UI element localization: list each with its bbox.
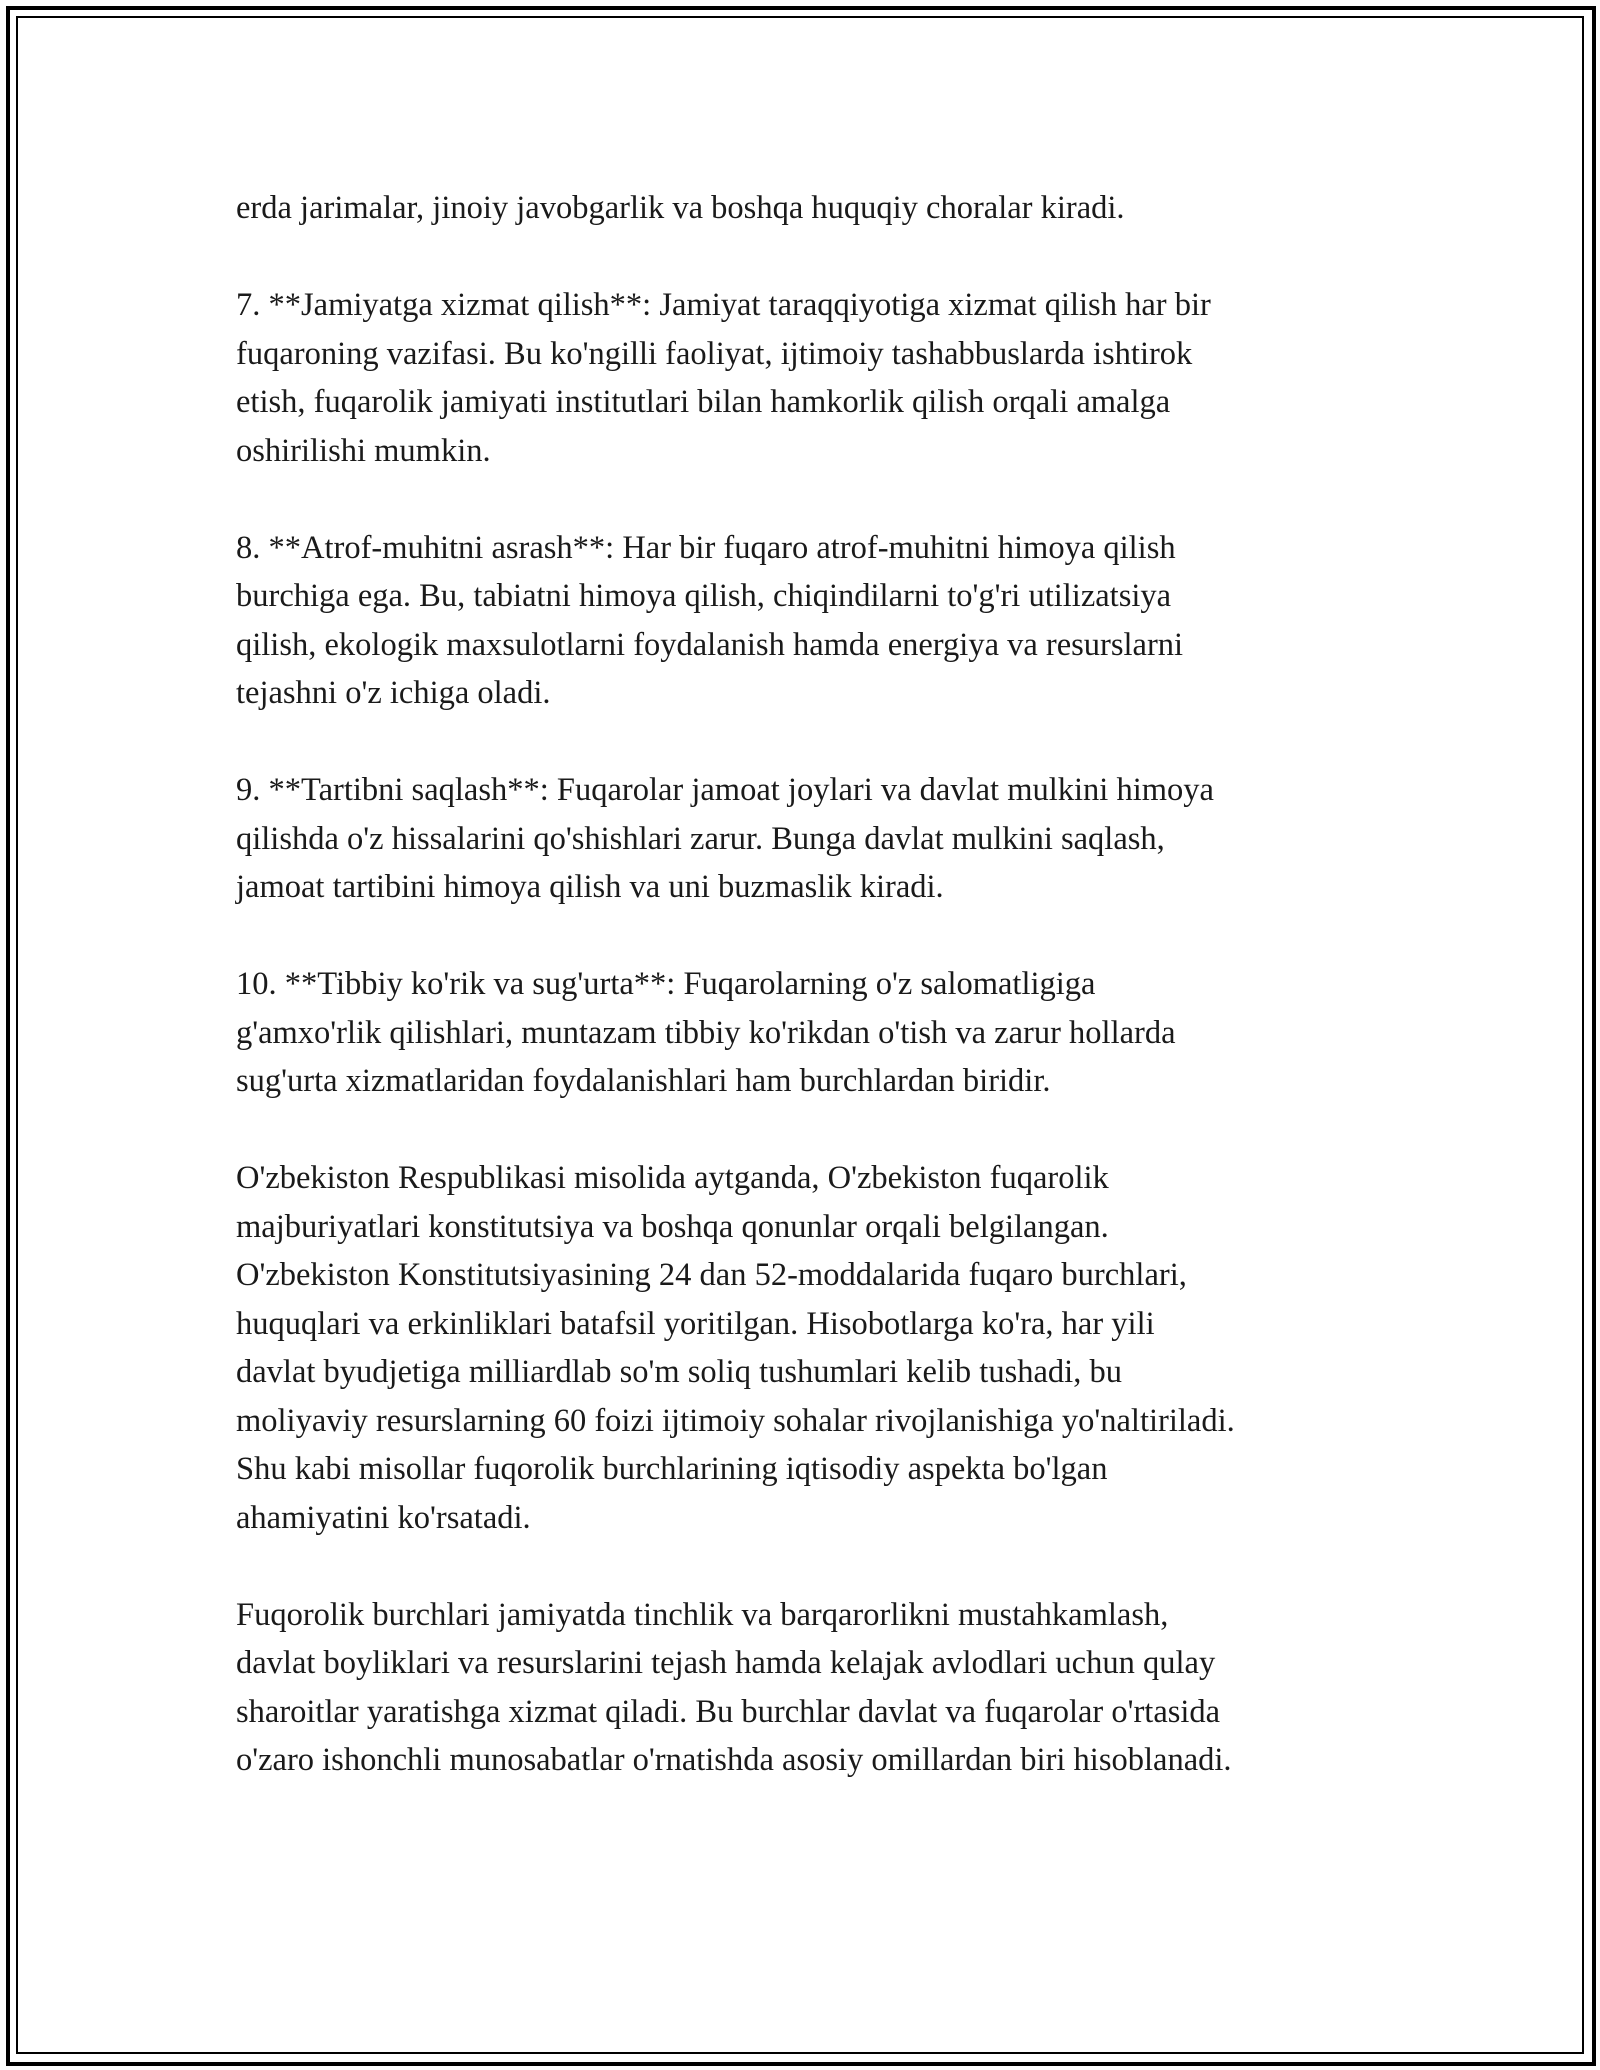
- paragraph-item-8: 8. **Atrof-muhitni asrash**: Har bir fuqaro atrof-muhitni himoya qilish burchiga ega. Bu, tabiatni himoya qilish, chiqindilarni to'g'ri utilizatsiya qilish, ekologik maxsulotlarni foydalanish hamda energiya va resurslarni tejashni o'z ichiga oladi.: [236, 529, 1184, 711]
- paragraph-uzbekistan-example: O'zbekiston Respublikasi misolida aytganda, O'zbekiston fuqarolik majburiyatlari konstitutsiya va boshqa qonunlar orqali belgilangan. O'zbekiston Konstitutsiyasining 24 dan 52-moddalarida fuqaro burchlari, huquqlari va erkinliklari batafsil yoritilgan. Hisobotlarga ko'ra, har yili davlat byudjetiga milliardlab so'm soliq tushumlari kelib tushadi, bu moliyaviy resurslarning 60 foizi ijtimoiy sohalar rivojlanishiga yo'naltiriladi. Shu kabi misollar fuqorolik burchlarining iqtisodiy aspekta bo'lgan ahamiyatini ko'rsatadi.: [236, 1160, 1235, 1536]
- paragraph-conclusion: Fuqorolik burchlari jamiyatda tinchlik va barqarorlikni mustahkamlash, davlat boyliklari va resurslarini tejash hamda kelajak avlodlari uchun qulay sharoitlar yaratishga xizmat qiladi. Bu burchlar davlat va fuqarolar o'rtasida o'zaro ishonchli munosabatlar o'rnatishda asosiy omillardan biri hisoblanadi.: [236, 1596, 1232, 1778]
- paragraph-item-7: 7. **Jamiyatga xizmat qilish**: Jamiyat taraqqiyotiga xizmat qilish har bir fuqaroning vazifasi. Bu ko'ngilli faoliyat, ijtimoiy tashabbuslarda ishtirok etish, fuqarolik jamiyati institutlari bilan hamkorlik qilish orqali amalga oshirilishi mumkin.: [236, 287, 1211, 469]
- document-body: [236, 184, 1396, 1833]
- paragraph-item-10: 10. **Tibbiy ko'rik va sug'urta**: Fuqarolarning o'z salomatligiga g'amxo'rlik qilishlari, muntazam tibbiy ko'rikdan o'tish va zarur hollarda sug'urta xizmatlaridan foydalanishlari ham burchlardan biridir.: [236, 966, 1176, 1099]
- paragraph-continuation: erda jarimalar, jinoiy javobgarlik va boshqa huquqiy choralar kiradi.: [236, 190, 1125, 226]
- paragraph-item-9: 9. **Tartibni saqlash**: Fuqarolar jamoat joylari va davlat mulkini himoya qilishda o'z hissalarini qo'shishlari zarur. Bunga davlat mulkini saqlash, jamoat tartibini himoya qilish va uni buzmaslik kiradi.: [236, 772, 1214, 905]
